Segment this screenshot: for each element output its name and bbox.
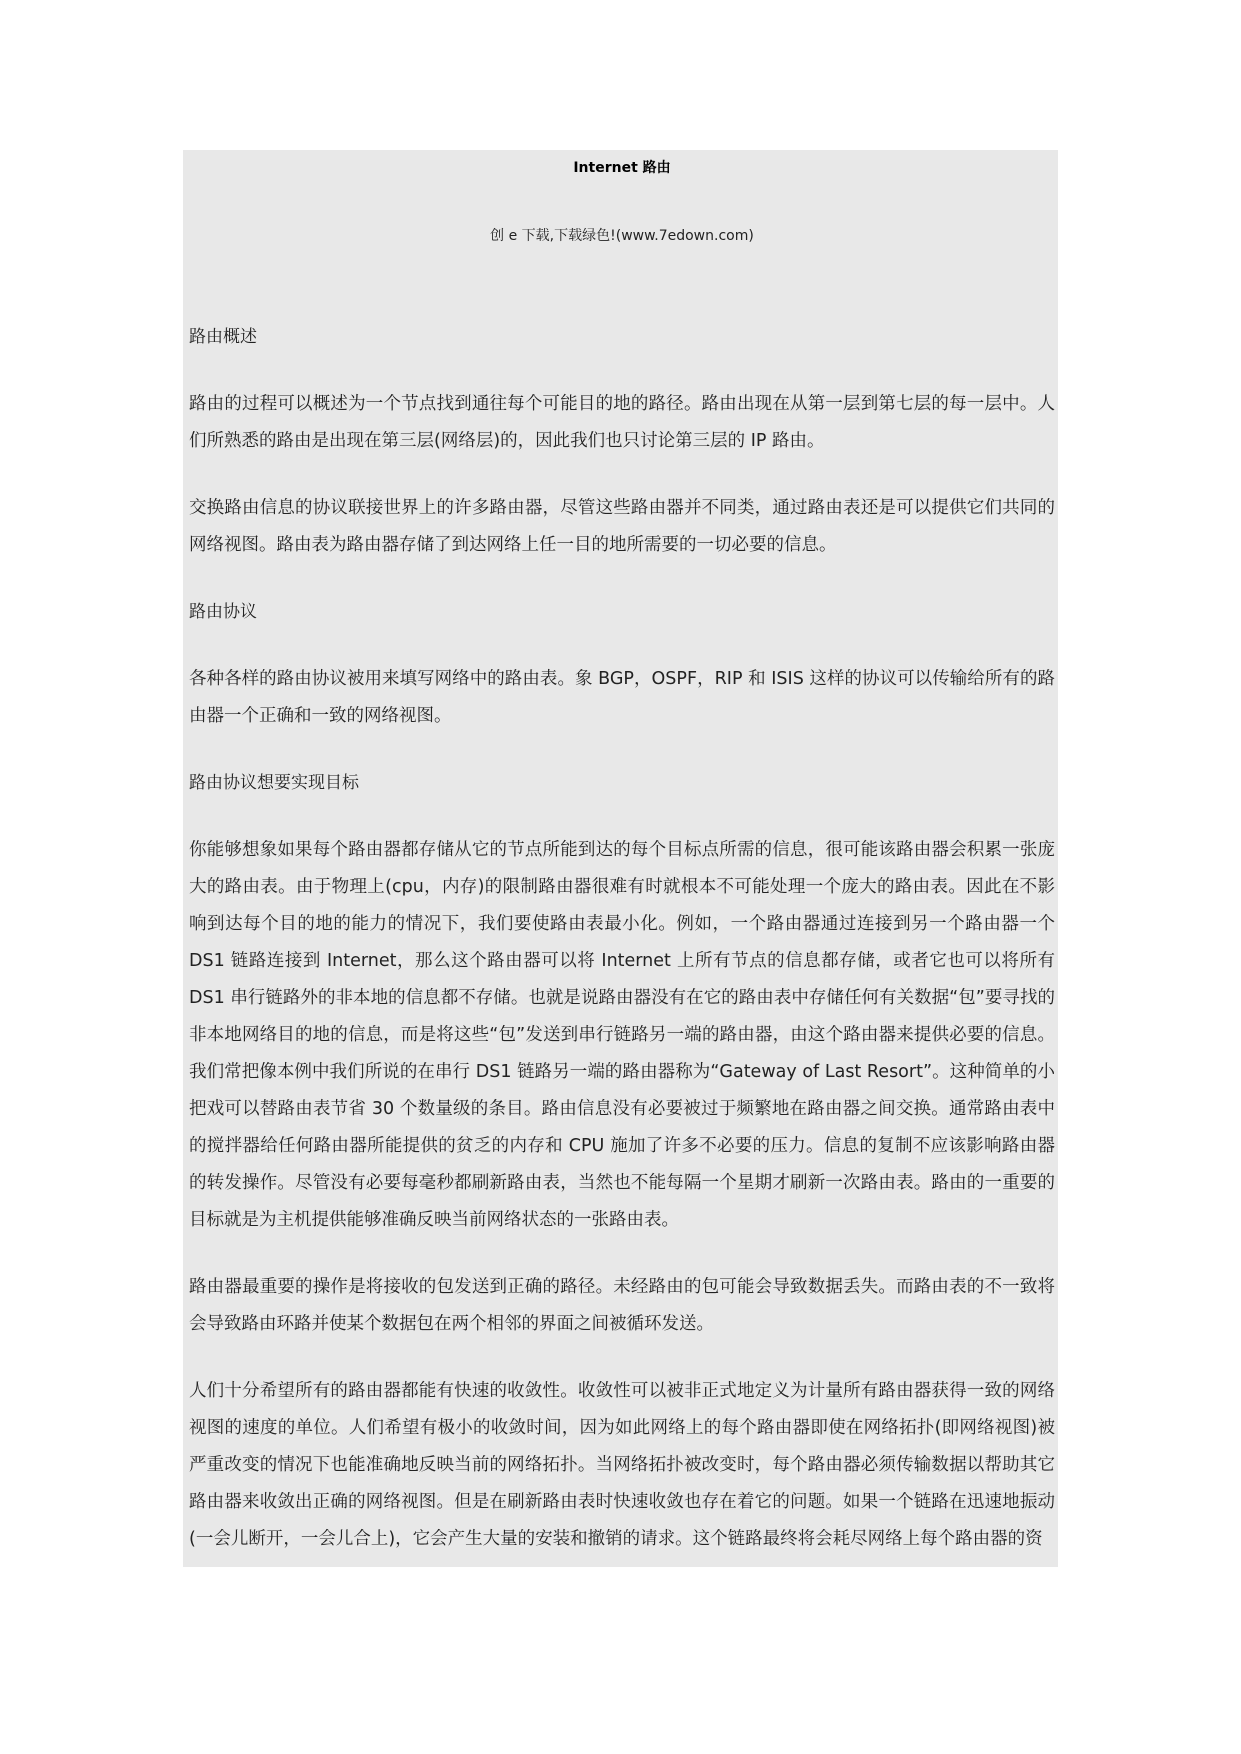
document-title: Internet 路由: [573, 160, 671, 176]
section-heading: 路由概述: [189, 327, 257, 347]
paragraph: 人们十分希望所有的路由器都能有快速的收敛性。收敛性可以被非正式地定义为计量所有路由器获得一致的网络视图的速度的单位。人们希望有极小的收敛时间，因为如此网络上的每个路由器即使在网络拓扑(即网络视图)被严重改变的情况下也能准确地反映当前的网络拓扑。当网络拓扑被改变时，每个路由器必须传输数据以帮助其它路由器来收敛出正确的网络视图。但是在刷新路由表时快速收敛也存在着它的问题。如果一个链路在迅速地振动(一会儿断开，一会儿合上)，它会产生大量的安装和撤销的请求。这个链路最终将会耗尽网络上每个路由器的资: [189, 1381, 1055, 1549]
paragraph: 交换路由信息的协议联接世界上的许多路由器，尽管这些路由器并不同类，通过路由表还是可以提供它们共同的网络视图。路由表为路由器存储了到达网络上任一目的地所需要的一切必要的信息。: [189, 498, 1055, 555]
paragraph: 各种各样的路由协议被用来填写网络中的路由表。象 BGP，OSPF，RIP 和 ISIS 这样的协议可以传输给所有的路由器一个正确和一致的网络视图。: [189, 669, 1055, 726]
source-line: 创 e 下载,下载绿色!(www.7edown.com): [490, 228, 754, 244]
paragraph: 路由的过程可以概述为一个节点找到通往每个可能目的地的路径。路由出现在从第一层到第七层的每一层中。人们所熟悉的路由是出现在第三层(网络层)的，因此我们也只讨论第三层的 IP 路由。: [189, 394, 1055, 451]
section-heading: 路由协议: [189, 602, 257, 622]
paragraph: 路由器最重要的操作是将接收的包发送到正确的路径。未经路由的包可能会导致数据丢失。而路由表的不一致将会导致路由环路并使某个数据包在两个相邻的界面之间被循环发送。: [189, 1277, 1055, 1334]
paragraph: 你能够想象如果每个路由器都存储从它的节点所能到达的每个目标点所需的信息，很可能该路由器会积累一张庞大的路由表。由于物理上(cpu，内存)的限制路由器很难有时就根本不可能处理一个庞大的路由表。因此在不影响到达每个目的地的能力的情况下，我们要使路由表最小化。例如，一个路由器通过连接到另一个路由器一个 DS1 链路连接到 Internet，那么这个路由器可以将 Internet 上所有节点的信息都存储，或者它也可以将所有 DS1 串行链路外的非本地的信息都不存储。也就是说路由器没有在它的路由表中存储任何有关数据“包”要寻找的非本地网络目的地的信息，而是将这些“包”发送到串行链路另一端的路由器，由这个路由器来提供必要的信息。我们常把像本例中我们所说的在串行 DS1 链路另一端的路由器称为“Gateway of Last Resort”。这种简单的小把戏可以替路由表节省 30 个数量级的条目。路由信息没有必要被过于频繁地在路由器之间交换。通常路由表中的搅拌器给任何路由器所能提供的贫乏的内存和 CPU 施加了许多不必要的压力。信息的复制不应该影响路由器的转发操作。尽管没有必要每毫秒都刷新路由表，当然也不能每隔一个星期才刷新一次路由表。路由的一重要的目标就是为主机提供能够准确反映当前网络状态的一张路由表。: [189, 840, 1055, 1230]
section-heading: 路由协议想要实现目标: [189, 773, 359, 793]
document-content-panel: [183, 150, 1058, 1567]
